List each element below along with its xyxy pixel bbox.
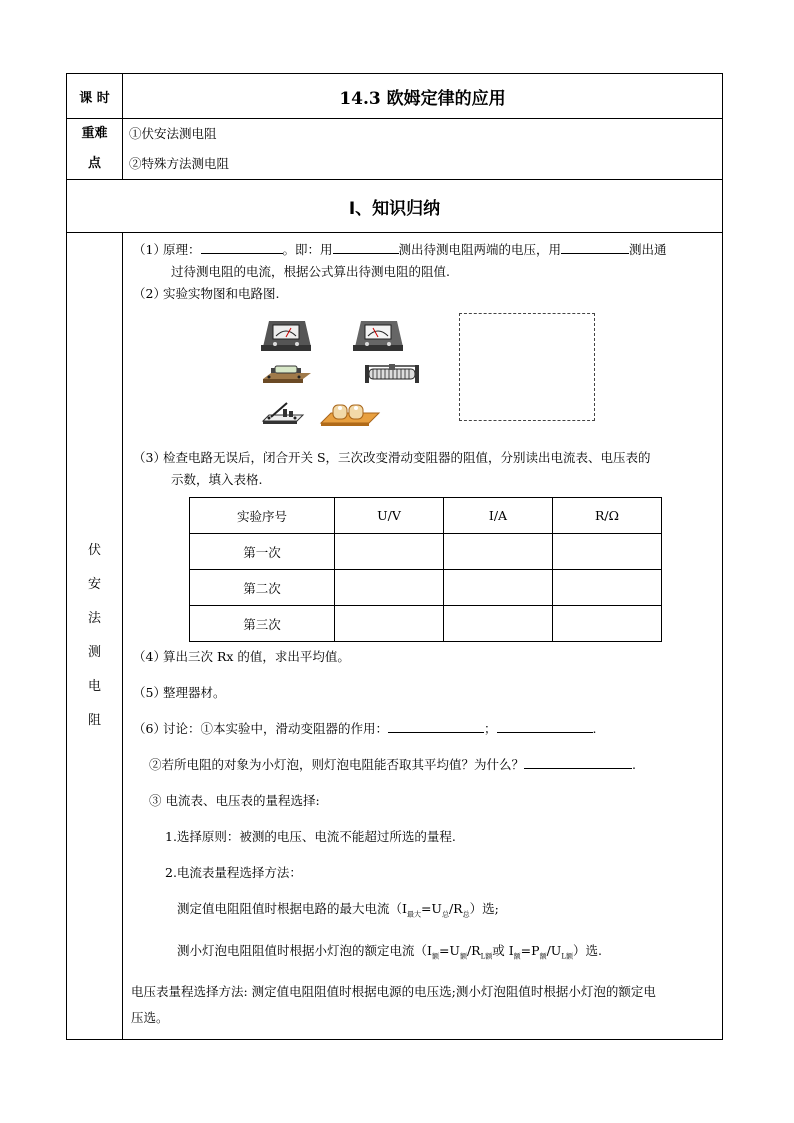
- row-label: 第一次: [190, 534, 335, 570]
- text: ）选.: [572, 942, 602, 958]
- subscript: 额: [539, 952, 547, 960]
- text: 讨论：①本实验中，滑动变阻器的作用：: [163, 721, 389, 736]
- resistor-icon: [261, 363, 313, 385]
- subscript: 额: [513, 952, 521, 960]
- subscript: 最大: [406, 910, 421, 919]
- step-number: （3）: [133, 450, 166, 465]
- table-row: [190, 534, 662, 570]
- question-2: [131, 754, 714, 776]
- step-3-cont: 示数，填入表格.: [171, 472, 263, 487]
- table-cell[interactable]: [444, 606, 553, 642]
- text: 测定值电阻阻值时根据电路的最大电流（I: [177, 901, 407, 916]
- blank-field[interactable]: [388, 720, 484, 733]
- content-cell: [123, 233, 723, 1040]
- text: 压选。: [131, 1010, 169, 1025]
- table-row: [190, 570, 662, 606]
- text: .: [592, 721, 597, 736]
- text: 实验实物图和电路图.: [163, 286, 280, 301]
- side-label: [67, 233, 123, 1040]
- text: 测出通: [629, 242, 667, 257]
- principle-2: 2.电流表量程选择方法：: [165, 865, 302, 880]
- section-title: I、知识归纳: [67, 180, 723, 233]
- table-header: I/A: [444, 498, 553, 534]
- side-char: 测: [87, 645, 101, 660]
- worksheet: [66, 73, 723, 1040]
- principle-4: [131, 940, 714, 968]
- table-cell[interactable]: [444, 534, 553, 570]
- difficulty-item: ②特殊方法测电阻: [129, 156, 230, 171]
- step-number: （4）: [133, 649, 166, 664]
- table-cell[interactable]: [553, 570, 662, 606]
- text: 。即：用: [282, 242, 333, 257]
- difficulty-label-line1: 重难: [81, 126, 108, 141]
- row-label: 第二次: [190, 570, 335, 606]
- table-header: U/V: [335, 498, 444, 534]
- step-3: [131, 447, 714, 469]
- table-header: R/Ω: [553, 498, 662, 534]
- ammeter-icon: [259, 317, 313, 353]
- voltmeter-icon: [351, 317, 405, 353]
- principle-1: 1.选择原则：被测的电压、电流不能超过所选的量程.: [165, 829, 456, 844]
- step-6: [131, 718, 714, 740]
- table-cell[interactable]: [553, 606, 662, 642]
- step-number: （6）: [133, 721, 166, 736]
- blank-field[interactable]: [561, 241, 629, 254]
- difficulty-item: ①伏安法测电阻: [129, 126, 217, 141]
- step-2: [131, 283, 714, 305]
- text: 测出待测电阻两端的电压，用: [398, 242, 562, 257]
- table-cell[interactable]: [335, 570, 444, 606]
- text: =P: [520, 942, 540, 958]
- side-char: 电: [87, 679, 101, 694]
- period-label: 课 时: [67, 74, 123, 119]
- table-cell[interactable]: [553, 534, 662, 570]
- text: 算出三次 Rx 的值，求出平均值。: [163, 649, 350, 664]
- subscript: L: [480, 952, 486, 960]
- table-row: [190, 606, 662, 642]
- text: .: [632, 757, 636, 772]
- difficulty-label: [67, 119, 123, 180]
- step-number: （1）: [133, 242, 166, 257]
- text: 检查电路无误后，闭合开关 S，三次改变滑动变阻器的阻值，分别读出电流表、电压表的: [163, 450, 651, 465]
- text: ）选;: [469, 901, 499, 916]
- table-cell[interactable]: [444, 570, 553, 606]
- step-4: [131, 646, 714, 668]
- rheostat-icon: [363, 363, 421, 385]
- step-1: [131, 239, 714, 261]
- text: /R: [448, 901, 463, 916]
- table-header: 实验序号: [190, 498, 335, 534]
- voltmeter-range-note: [131, 979, 714, 1031]
- step-number: （5）: [133, 685, 166, 700]
- subscript: 额: [431, 952, 439, 960]
- text: ；: [484, 721, 497, 736]
- apparatus-figure: [131, 311, 714, 439]
- difficulty-label-line2: 点: [87, 156, 101, 171]
- circuit-diagram-box: [459, 313, 595, 421]
- text: 或 I: [492, 942, 514, 958]
- principle-3: [131, 898, 714, 926]
- subscript: 额: [485, 952, 493, 960]
- subscript: 额: [459, 952, 467, 960]
- side-char: 安: [87, 577, 101, 592]
- blank-field[interactable]: [497, 720, 593, 733]
- blank-field[interactable]: [333, 241, 399, 254]
- text: 测小灯泡电阻阻值时根据小灯泡的额定电流（I: [177, 942, 432, 958]
- question-3: ③ 电流表、电压表的量程选择:: [149, 793, 320, 808]
- step-number: （2）: [133, 286, 166, 301]
- switch-icon: [261, 399, 305, 425]
- subscript: 总: [462, 910, 470, 919]
- text: =U: [438, 942, 460, 958]
- text: ②若所电阻的对象为小灯泡，则灯泡电阻能否取其平均值？为什么？: [149, 757, 525, 772]
- text: 整理器材。: [163, 685, 226, 700]
- table-header-row: [190, 498, 662, 534]
- table-cell[interactable]: [335, 534, 444, 570]
- blank-field[interactable]: [201, 241, 283, 254]
- text: =U: [420, 901, 442, 916]
- side-char: 阻: [87, 713, 101, 728]
- text: /R: [466, 942, 481, 958]
- side-char: 伏: [87, 543, 101, 558]
- text: /U: [546, 942, 562, 958]
- step-5: [131, 682, 714, 704]
- lesson-title: 14.3 欧姆定律的应用: [123, 74, 723, 119]
- subscript: L: [561, 952, 566, 960]
- subscript: 总: [441, 910, 449, 919]
- side-char: 法: [87, 611, 101, 626]
- table-cell[interactable]: [335, 606, 444, 642]
- data-table: [189, 497, 662, 642]
- subscript: 额: [565, 952, 573, 960]
- row-label: 第三次: [190, 606, 335, 642]
- worksheet-table: [66, 73, 723, 1040]
- difficulty-list: [123, 119, 723, 180]
- text: 原理：: [163, 242, 201, 257]
- blank-field[interactable]: [524, 756, 632, 769]
- step-1-cont: 过待测电阻的电流，根据公式算出待测电阻的阻值.: [171, 264, 450, 279]
- battery-icon: [319, 399, 381, 427]
- text: 电压表量程选择方法: 测定值电阻阻值时根据电源的电压选;测小灯泡阻值时根据小灯泡的额定电: [131, 984, 656, 999]
